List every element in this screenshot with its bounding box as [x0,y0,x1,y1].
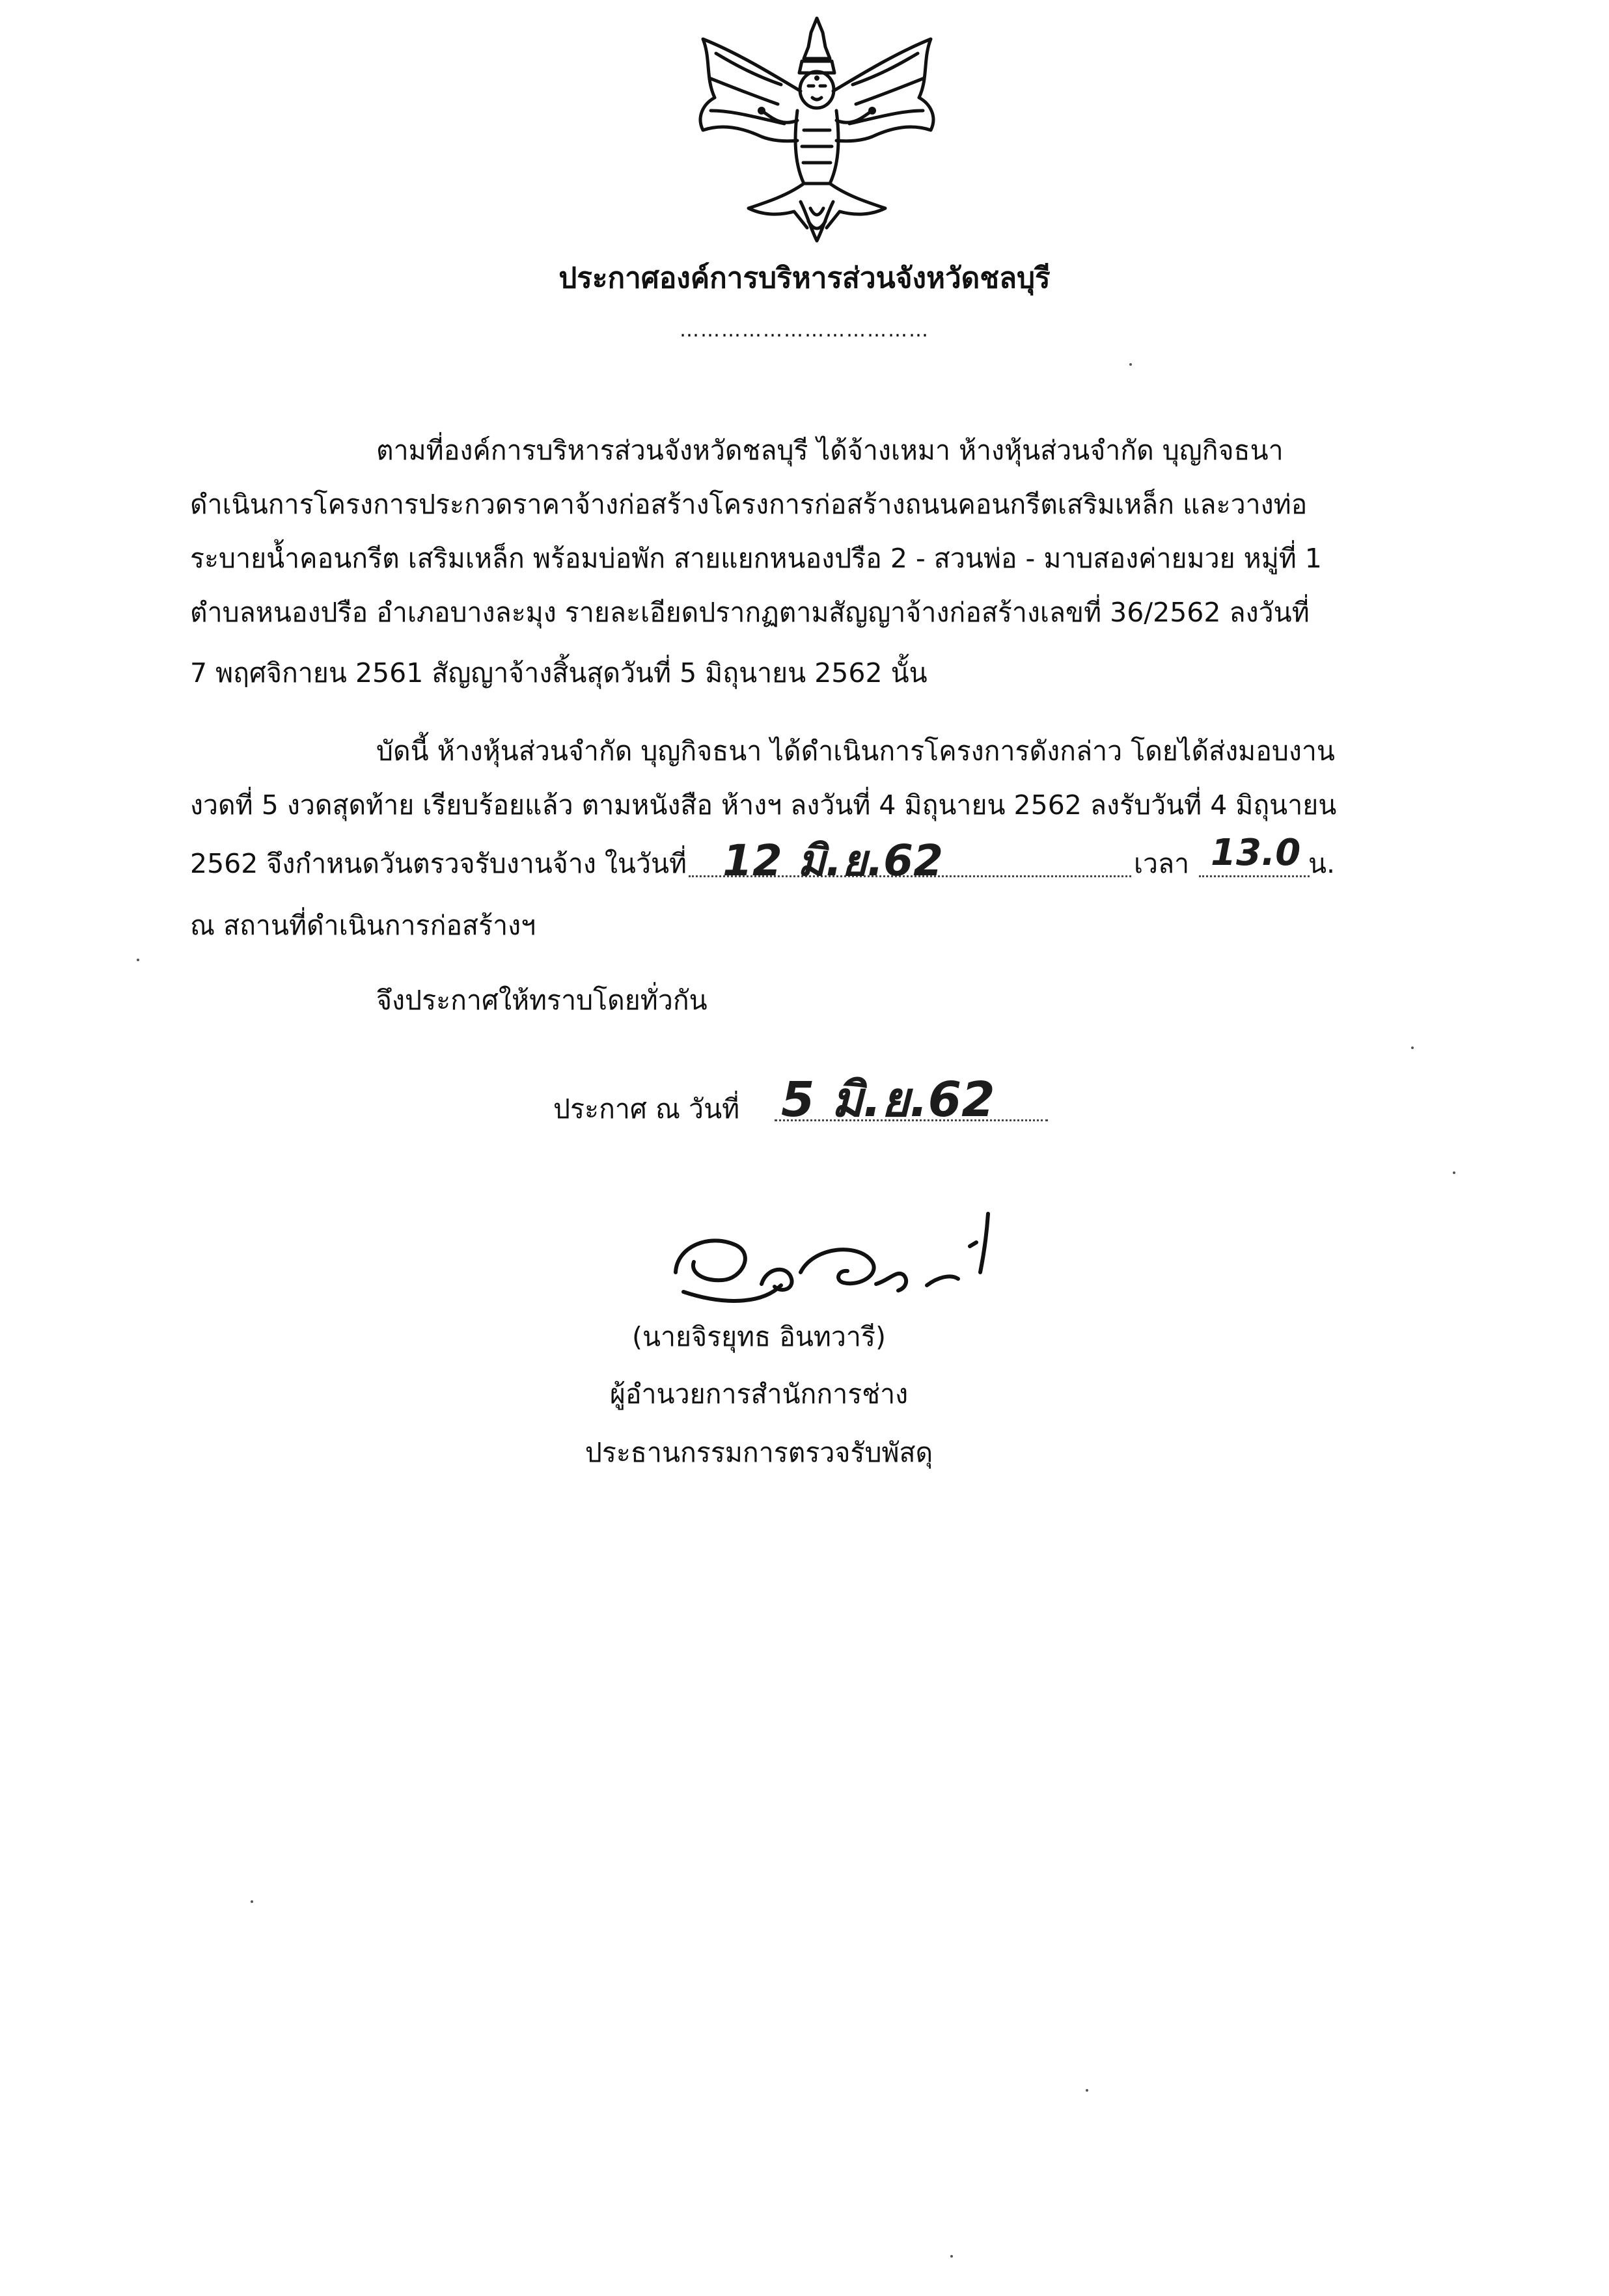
paragraph-1-line-5: 7 พฤศจิกายน 2561 สัญญาจ้างสิ้นสุดวันที่ 5 มิถุนายน 2562 นั้น [190,657,928,689]
scan-speck [1129,363,1132,366]
announcement-title: ประกาศองค์การบริหารส่วนจังหวัดชลบุรี [558,262,1051,295]
scan-speck [1453,1171,1455,1174]
time-label: เวลา [1134,848,1190,879]
inspection-time-dotted-line [1199,875,1310,877]
paragraph-2-line-2: งวดที่ 5 งวดสุดท้าย เรียบร้อยแล้ว ตามหนังสือ ห้างฯ ลงวันที่ 4 มิถุนายน 2562 ลงรับวันที่ 4 มิถุนายน [190,789,1337,821]
time-unit: น. [1308,848,1336,879]
handwritten-announce-date: 5 มิ.ย.62 [781,1072,995,1128]
scan-speck [1411,1046,1414,1049]
closing-statement: จึงประกาศให้ทราบโดยทั่วกัน [376,985,708,1016]
scan-speck [251,1900,253,1903]
signatory-position: ผู้อำนวยการสำนักการช่าง [609,1378,909,1410]
scan-speck [950,2255,953,2258]
signatory-name: (นายจิรยุทธ อินทวารี) [632,1321,886,1352]
paragraph-2-line-1: บัดนี้ ห้างหุ้นส่วนจำกัด บุญกิจธนา ได้ดำเนินการโครงการดังกล่าว โดยได้ส่งมอบงาน [376,735,1335,767]
signatory-role: ประธานกรรมการตรวจรับพัสดุ [584,1437,933,1468]
paragraph-1-line-3: ระบายน้ำคอนกรีต เสริมเหล็ก พร้อมบ่อพัก สายแยกหนองปรือ 2 - สวนพ่อ - มาบสองค่ายมวย หมู่ที่ 1 [190,543,1322,574]
paragraph-1-line-1: ตามที่องค์การบริหารส่วนจังหวัดชลบุรี ได้จ้างเหมา ห้างหุ้นส่วนจำกัด บุญกิจธนา [376,435,1284,466]
paragraph-1-line-4: ตำบลหนองปรือ อำเภอบางละมุง รายละเอียดปรากฏตามสัญญาจ้างก่อสร้างเลขที่ 36/2562 ลงวันที่ [190,597,1310,628]
handwritten-signature [664,1207,1002,1318]
paragraph-2-line-4: ณ สถานที่ดำเนินการก่อสร้างฯ [190,910,536,941]
announce-date-label: ประกาศ ณ วันที่ [553,1093,740,1125]
garuda-emblem [664,13,970,247]
handwritten-inspection-time: 13.0 [1211,832,1301,874]
paragraph-1-line-2: ดำเนินการโครงการประกวดราคาจ้างก่อสร้างโครงการก่อสร้างถนนคอนกรีตเสริมเหล็ก และวางท่อ [190,489,1308,520]
scan-speck [137,959,139,961]
handwritten-inspection-date: 12 มิ.ย.62 [722,836,943,886]
paragraph-2-line-3: 2562 จึงกำหนดวันตรวจรับงานจ้าง ในวันที่ [190,848,687,879]
scan-speck [1086,2089,1088,2092]
title-divider: ……………………………… [680,319,929,342]
